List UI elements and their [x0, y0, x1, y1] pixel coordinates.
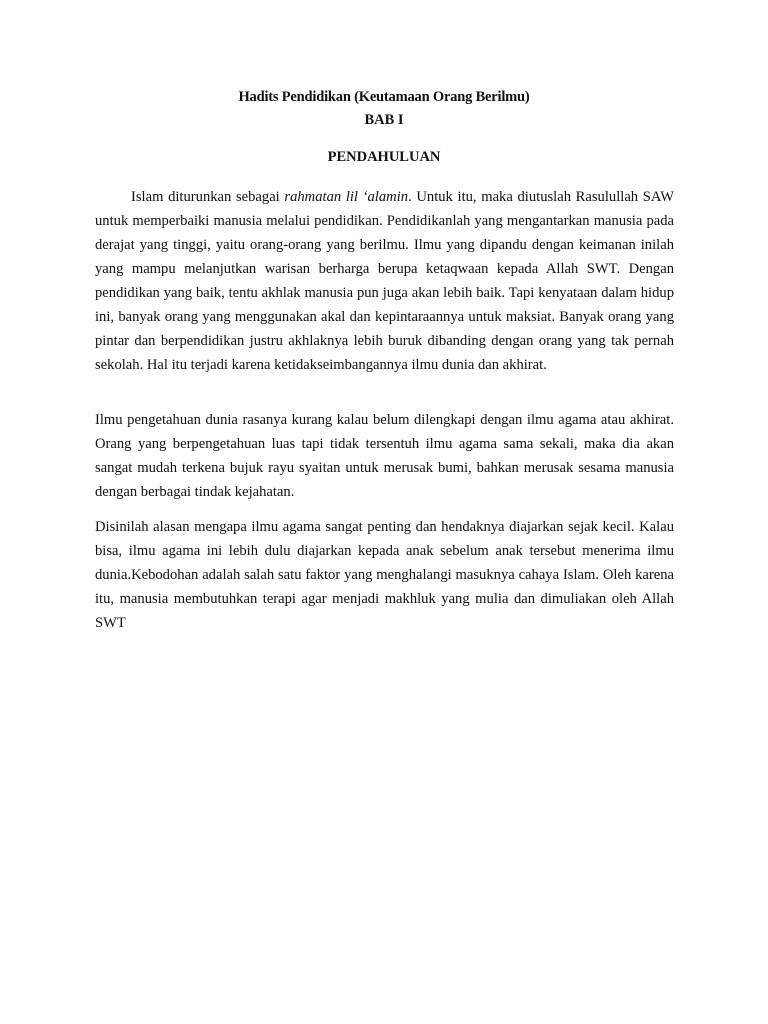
- paragraph-1-rest: . Untuk itu, maka diutuslah Rasulullah SAW untuk memperbaiki manusia melalui pendidikan. Pendidikanlah yang mengantarkan manusia pada derajat yang tinggi, yaitu orang-orang yang berilmu. Ilmu yang dipandu dengan keimanan inilah yang mampu melanjutkan warisan berharga berupa ketaqwaan kepada Allah SWT. Dengan pendidikan yang baik, tentu akhlak manusia pun juga akan lebih baik. Tapi kenyataan dalam hidup ini, banyak orang yang menggunakan akal dan kepintaraannya untuk maksiat. Banyak orang yang pintar dan berpendidikan justru akhlaknya lebih buruk dibanding dengan orang yang tak pernah sekolah. Hal itu terjadi karena ketidakseimbangannya ilmu dunia dan akhirat.: [95, 189, 675, 373]
- paragraph-2: Ilmu pengetahuan dunia rasanya kurang kalau belum dilengkapi dengan ilmu agama atau akhirat. Orang yang berpengetahuan luas tapi tidak tersentuh ilmu agama sama sekali, maka dia akan sangat mudah terkena bujuk rayu syaitan untuk merusak bumi, bahkan merusak sesama manusia dengan berbagai tindak kejahatan.: [95, 412, 674, 500]
- section-heading: PENDAHULUAN: [327, 149, 441, 165]
- paragraph-1: [95, 185, 674, 377]
- paragraph-1-lead: Islam diturunkan sebagai: [131, 189, 285, 205]
- document-title: Hadits Pendidikan (Keutamaan Orang Berilmu): [238, 89, 530, 105]
- paragraph-3: Disinilah alasan mengapa ilmu agama sangat penting dan hendaknya diajarkan sejak kecil. Kalau bisa, ilmu agama ini lebih dulu diajarkan kepada anak sebelum anak tersebut menerima ilmu dunia.Kebodohan adalah salah satu faktor yang menghalangi masuknya cahaya Islam. Oleh karena itu, manusia membutuhkan terapi agar menjadi makhluk yang mulia dan dimuliakan oleh Allah SWT: [95, 519, 674, 631]
- paragraph-1-italic-phrase: rahmatan lil ‘alamin: [284, 189, 409, 205]
- chapter-heading: BAB I: [364, 112, 404, 128]
